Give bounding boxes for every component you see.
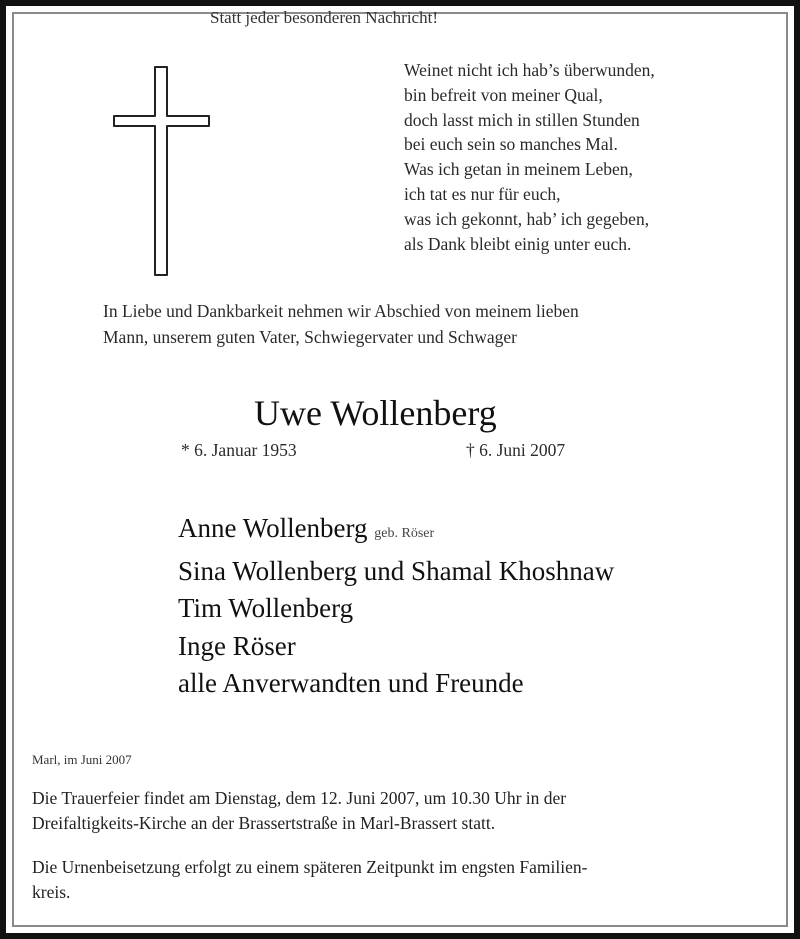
intro-text	[103, 298, 579, 350]
poem-line: bei euch sein so manches Mal.	[404, 134, 618, 155]
family-member: Inge Röser	[178, 630, 296, 661]
poem-line: als Dank bleibt einig unter euch.	[404, 233, 632, 254]
header-text: Statt jeder besonderen Nachricht!	[210, 8, 438, 27]
family-member: Sina Wollenberg und Shamal Khoshnaw	[178, 555, 615, 586]
intro-line: In Liebe und Dankbarkeit nehmen wir Abschied von meinem lieben	[103, 301, 579, 321]
notice-line: Dreifaltigkeits-Kirche an der Brassertstraße in Marl-Brassert statt.	[32, 813, 496, 833]
death-date: † 6. Juni 2007	[466, 440, 566, 460]
urn-notice	[32, 855, 587, 905]
poem	[404, 58, 655, 256]
family-list	[178, 510, 614, 703]
family-member-name: Anne Wollenberg	[178, 513, 368, 543]
poem-line: Weinet nicht ich hab’s überwunden,	[404, 60, 655, 80]
cross-icon	[112, 66, 212, 276]
poem-line: was ich gekonnt, hab’ ich gegeben,	[404, 208, 650, 229]
notice-line: kreis.	[32, 882, 71, 902]
family-member	[178, 510, 614, 553]
family-member: Tim Wollenberg	[178, 593, 354, 623]
notice-line: Die Trauerfeier findet am Dienstag, dem 12. Juni 2007, um 10.30 Uhr in der	[32, 788, 567, 808]
family-member: alle Anverwandten und Freunde	[178, 668, 524, 698]
birth-date: * 6. Januar 1953	[181, 440, 297, 460]
poem-line: doch lasst mich in stillen Stunden	[404, 109, 640, 130]
notice-line: Die Urnenbeisetzung erfolgt zu einem späteren Zeitpunkt im engsten Familien-	[32, 857, 588, 877]
intro-line: Mann, unserem guten Vater, Schwiegervater und Schwager	[103, 327, 517, 347]
deceased-name: Uwe Wollenberg	[254, 393, 497, 433]
funeral-notice	[32, 786, 566, 836]
maiden-name-note: geb. Röser	[374, 526, 435, 541]
poem-line: ich tat es nur für euch,	[404, 183, 561, 204]
poem-line: bin befreit von meiner Qual,	[404, 84, 603, 105]
place-date: Marl, im Juni 2007	[32, 752, 132, 767]
poem-line: Was ich getan in meinem Leben,	[404, 159, 633, 180]
